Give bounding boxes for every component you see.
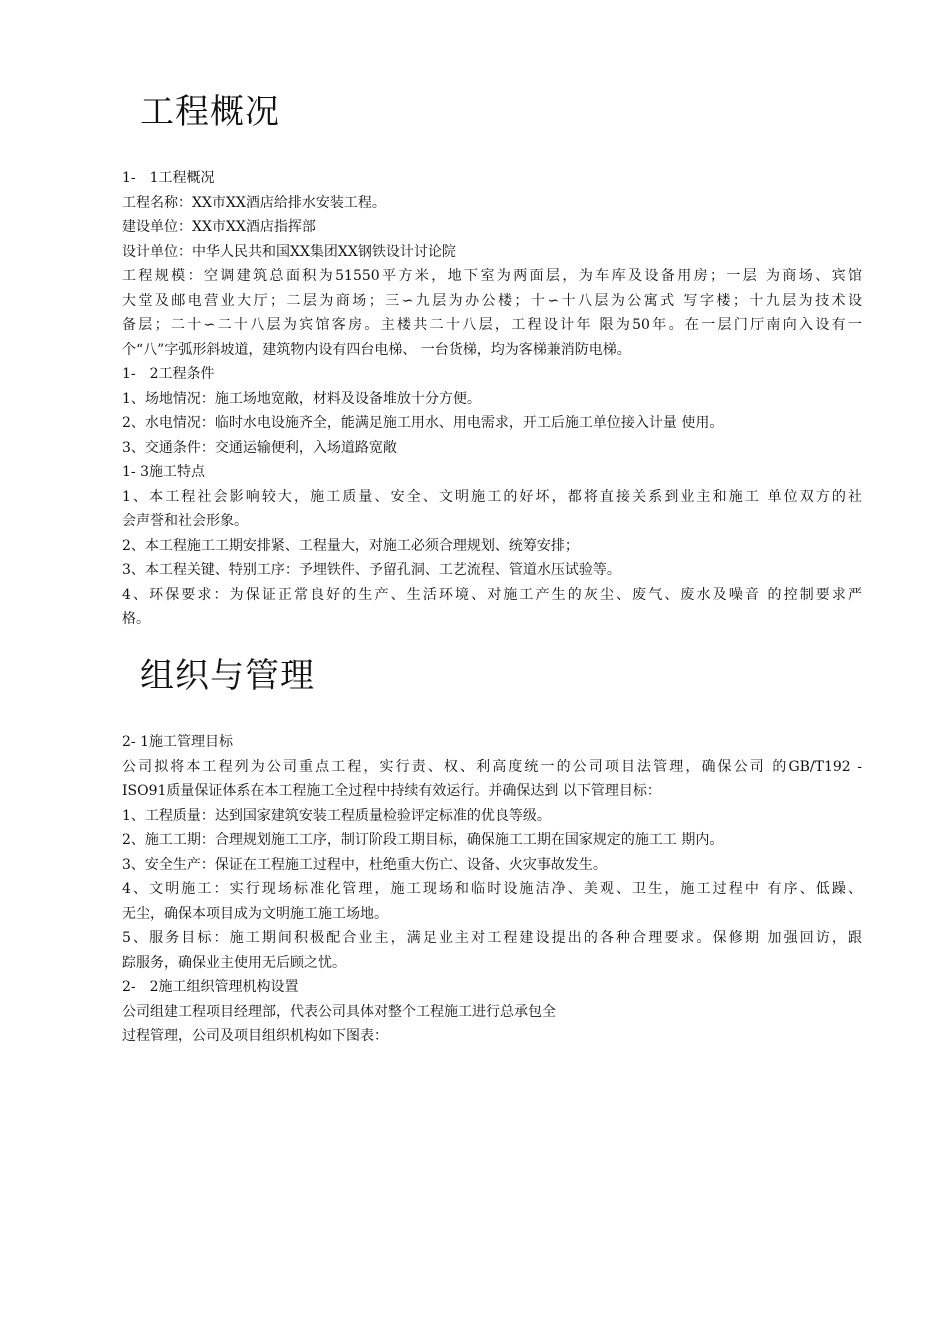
project-scale-line-3: 备层；二十∽二十八层为宾馆客房。主楼共二十八层，工程设计年 限为50年。在一层门厅南向入设有一 [122,317,862,333]
goal-intro-line-1: 公司拟将本工程列为公司重点工程，实行责、权、利高度统一的公司项目法管理，确保公司 的GB/T192 - [122,758,862,775]
goal-service-line-2: 踪服务，确保业主使用无后顾之忧。 [122,954,346,971]
subheading-2-1: 2- 1施工管理目标 [122,734,233,750]
subheading-1-2: 1- 2工程条件 [122,366,215,382]
feature-1-line-1: 1、本工程社会影响较大，施工质量、安全、文明施工的好坏，都将直接关系到业主和施工 单位双方的社 [122,488,862,505]
feature-4-line-1: 4、环保要求：为保证正常良好的生产、生活环境、对施工产生的灰尘、废气、废水及噪音 的控制要求严 [122,586,862,603]
feature-2-line: 2、本工程施工工期安排紧、工程量大，对施工必须合理规划、统筹安排； [122,537,579,554]
feature-3-line: 3、本工程关键、特别工序：予埋铁件、予留孔洞、工艺流程、管道水压试验等。 [122,562,621,578]
feature-4-line-2: 格。 [122,611,150,627]
project-scale-line-1: 工程规模：空调建筑总面积为51550平方米，地下室为两面层，为车库及设备用房；一层 为商场、宾馆 [122,268,862,284]
design-unit-line: 设计单位：中华人民共和国XX集团XX钢铁设计讨论院 [122,243,456,260]
goal-civilized-line-1: 4、文明施工：实行现场标准化管理，施工现场和临时设施洁净、美观、卫生，施工过程中 有序、低躁、 [122,881,862,897]
subheading-2-2: 2- 2施工组织管理机构设置 [122,979,299,995]
project-name-line: 工程名称：XX市XX酒店给排水安装工程。 [122,194,386,211]
section-title-project-overview: 工程概况 [140,92,280,132]
utility-condition-line: 2、水电情况：临时水电设施齐全，能满足施工用水、用电需求，开工后施工单位接入计量 使用。 [122,415,724,431]
organization-line-1: 公司组建工程项目经理部，代表公司具体对整个工程施工进行总承包全 [122,1003,556,1020]
goal-quality-line: 1、工程质量：达到国家建筑安装工程质量检验评定标准的优良等级。 [122,807,551,824]
section-title-organization-management: 组织与管理 [140,656,315,696]
subheading-1-3: 1- 3施工特点 [122,464,205,480]
goal-schedule-line: 2、施工工期：合理规划施工工序，制订阶段工期目标，确保施工工期在国家规定的施工工 期内。 [122,832,724,848]
section-body-organization-management [122,730,862,1049]
project-scale-line-2: 大堂及邮电营业大厅；二层为商场；三∽九层为办公楼；十∽十八层为公寓式 写字楼；十九层为技术设 [122,292,862,309]
organization-line-2: 过程管理，公司及项目组织机构如下图表： [122,1028,388,1044]
project-scale-line-4: 个“八”字弧形斜坡道，建筑物内设有四台电梯、 一台货梯，均为客梯兼消防电梯。 [122,341,631,358]
construction-unit-line: 建设单位：XX市XX酒店指挥部 [122,219,316,235]
traffic-condition-line: 3、交通条件：交通运输便利，入场道路宽敞 [122,439,397,456]
goal-civilized-line-2: 无尘，确保本项目成为文明施工施工场地。 [122,905,388,922]
goal-safety-line: 3、安全生产：保证在工程施工过程中，杜绝重大伤亡、设备、火灾事故发生。 [122,856,607,873]
section-body-project-overview [122,166,862,632]
site-condition-line: 1、场地情况：施工场地宽敞，材料及设备堆放十分方便。 [122,390,481,407]
goal-service-line-1: 5、服务目标：施工期间积极配合业主，满足业主对工程建设提出的各种合理要求。保修期 加强回访，跟 [122,930,862,946]
subheading-1-1: 1- 1工程概况 [122,170,215,186]
goal-intro-line-2: ISO91质量保证体系在本工程施工全过程中持续有效运行。并确保达到 以下管理目标： [122,783,661,799]
feature-1-line-2: 会声誉和社会形象。 [122,513,248,529]
